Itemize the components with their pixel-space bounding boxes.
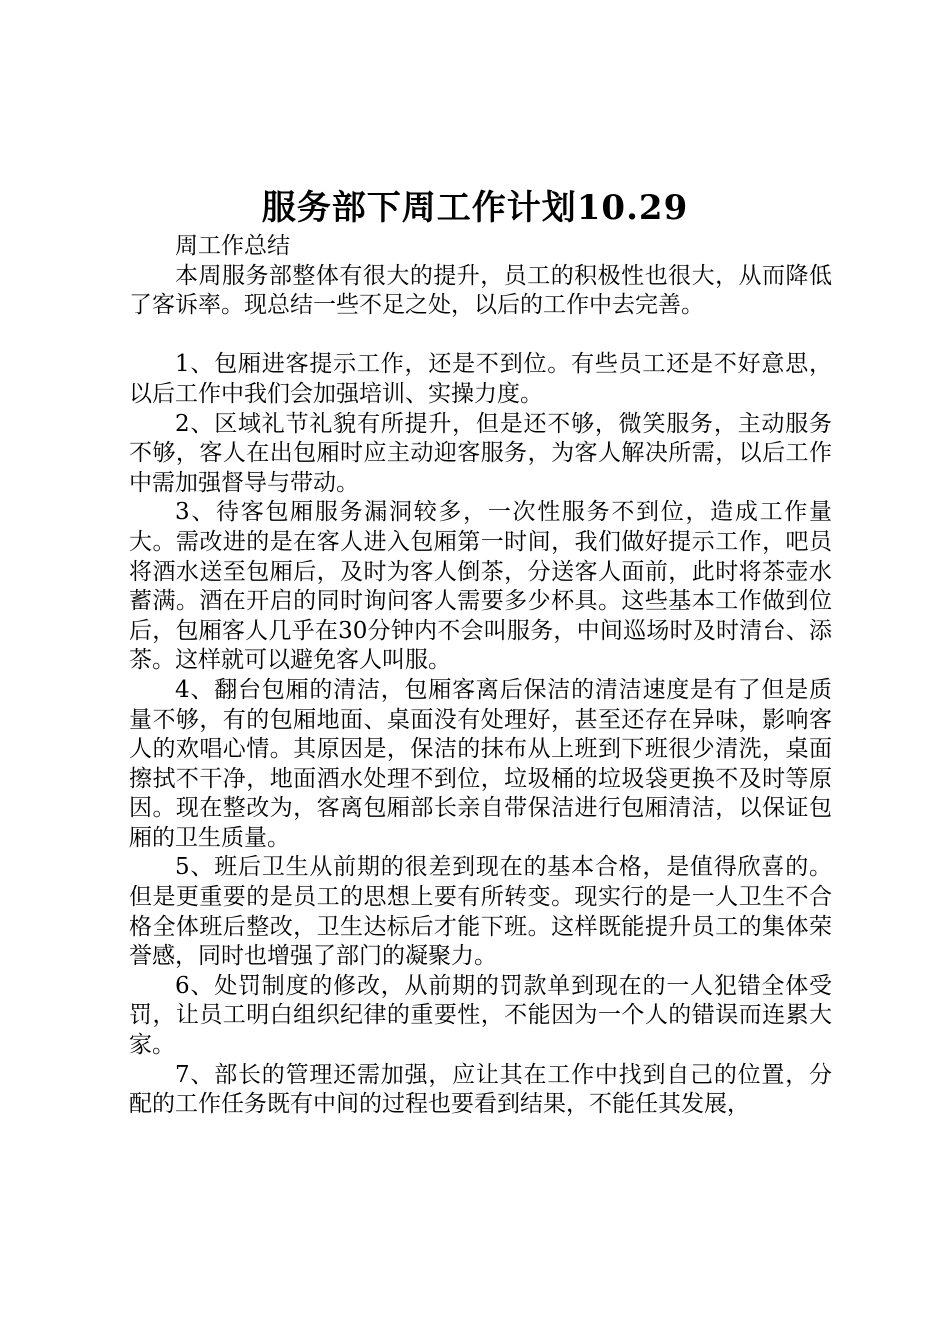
summary-item-6: 6、处罚制度的修改，从前期的罚款单到现在的一人犯错全体受罚，让员工明白组织纪律的重要性，不能因为一个人的错误而连累大家。	[129, 972, 832, 1059]
paragraph-spacer	[129, 321, 832, 351]
document-body	[129, 232, 832, 1120]
section-heading: 周工作总结	[175, 233, 290, 259]
summary-item-2: 2、区域礼节礼貌有所提升，但是还不够，微笑服务，主动服务不够，客人在出包厢时应主动迎客服务，为客人解决所需，以后工作中需加强督导与带动。	[129, 410, 832, 496]
document-title: 服务部下周工作计划10.29	[261, 188, 689, 228]
summary-item-7: 7、部长的管理还需加强，应让其在工作中找到自己的位置，分配的工作任务既有中间的过程也要看到结果，不能任其发展，	[129, 1061, 832, 1118]
intro-paragraph: 本周服务部整体有很大的提升，员工的积极性也很大，从而降低了客诉率。现总结一些不足之处，以后的工作中去完善。	[129, 262, 832, 319]
summary-item-1: 1、包厢进客提示工作，还是不到位。有些员工还是不好意思，以后工作中我们会加强培训、实操力度。	[129, 351, 832, 407]
summary-item-5: 5、班后卫生从前期的很差到现在的基本合格，是值得欣喜的。但是更重要的是员工的思想上要有所转变。现实行的是一人卫生不合格全体班后整改，卫生达标后才能下班。这样既能提升员工的集体荣誉感，同时也增强了部门的凝聚力。	[129, 854, 832, 970]
summary-item-3: 3、待客包厢服务漏洞较多，一次性服务不到位，造成工作量大。需改进的是在客人进入包厢第一时间，我们做好提示工作，吧员将酒水送至包厢后，及时为客人倒茶，分送客人面前，此时将茶壶水蓄满。酒在开启的同时询问客人需要多少杯具。这些基本工作做到位后，包厢客人几乎在30分钟内不会叫服务，中间巡场时及时清台、添茶。这样就可以避免客人叫服。	[129, 499, 832, 674]
summary-item-4: 4、翻台包厢的清洁，包厢客离后保洁的清洁速度是有了但是质量不够，有的包厢地面、桌面没有处理好，甚至还存在异味，影响客人的欢唱心情。其原因是，保洁的抹布从上班到下班很少清洗，桌面擦拭不干净，地面酒水处理不到位，垃圾桶的垃圾袋更换不及时等原因。现在整改为，客离包厢部长亲自带保洁进行包厢清洁，以保证包厢的卫生质量。	[129, 676, 832, 851]
